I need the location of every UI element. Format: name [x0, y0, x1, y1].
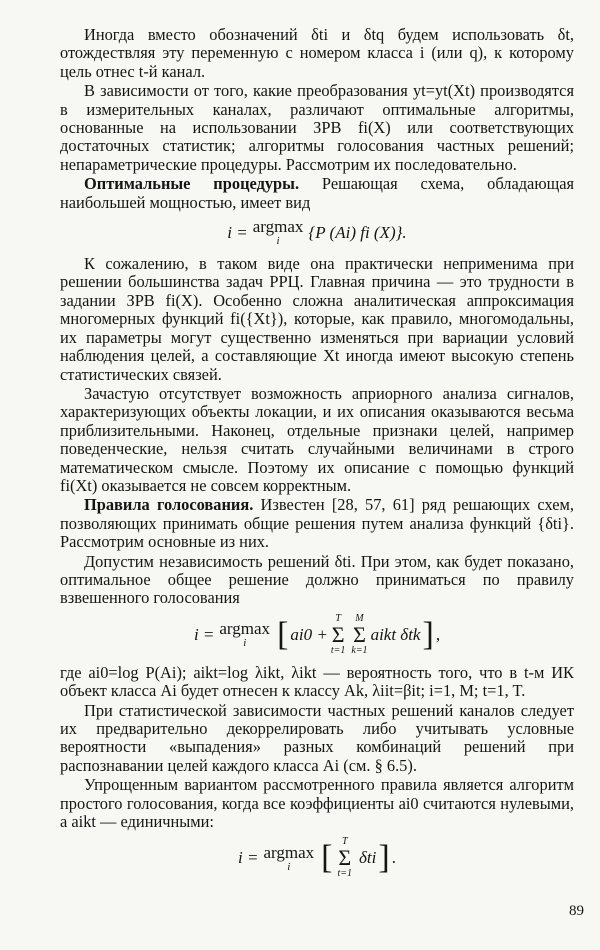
- formula-optimal: [60, 218, 574, 247]
- paragraph-7: Допустим независимость решений δti. При этом, как будет показано, оптимальное общее решение должно приниматься по правилу взвешенного голосования: [60, 551, 574, 608]
- sum-over-t: [337, 837, 352, 879]
- formula-1-lhs: i =: [227, 222, 248, 242]
- formula-1-op: argmax: [252, 217, 304, 237]
- sigma-symbol: Σ: [353, 621, 366, 647]
- formula-1-sub: i: [276, 235, 280, 248]
- sum-k-bottom: k=1: [351, 644, 368, 656]
- paragraph-1: Иногда вместо обозначений δti и δtq будем использовать δt, отождествляя эту переменную с номером класса i (или q), к которому цель отнес t-й канал.: [60, 25, 574, 81]
- page-number: 89: [569, 903, 584, 919]
- formula-3-body: δti: [359, 848, 377, 868]
- formula-2-argmax: [219, 620, 270, 649]
- left-bracket: [: [321, 839, 333, 877]
- right-bracket: ]: [422, 615, 434, 653]
- formula-3-lhs: i =: [238, 848, 259, 868]
- formula-2-lhs: i =: [193, 624, 215, 644]
- paragraph-9: При статистической зависимости частных решений каналов следует их предварительно декоррелировать либо учитывать условные вероятности «выпадения» разных комбинаций решений при распознавании целей каждого класса Ai (см. § 6.5).: [60, 700, 574, 775]
- sigma-symbol: Σ: [331, 621, 345, 647]
- formula-3-op: argmax: [263, 842, 315, 862]
- paragraph-10: Упрощенным вариантом рассмотренного правила является алгоритм простого голосования, когда все коэффициенты ai0 считаются нулевыми, а aikt — единичными:: [60, 775, 574, 832]
- paragraph-5: Зачастую отсутствует возможность априорного анализа сигналов, характеризующих объекты локации, и их описания оказываются весьма приблизительными. Наконец, отдельные признаки целей, например поведенческие, нельзя считать случайными величинами в строго математическом смысле. Поэтому их описание с помощью функций fi(Xt) оказывается не совсем корректным.: [60, 383, 574, 495]
- left-bracket: [: [277, 615, 289, 653]
- paragraph-3-text: Решающая схема, обладающая наибольшей мощностью, имеет вид: [60, 174, 575, 212]
- paragraph-2: В зависимости от того, какие преобразования yt=yt(Xt) производятся в измерительных каналах, различают оптимальные алгоритмы, основанные на использовании ЗРВ fi(X) или соответствующих достаточных статистик; алгоритмы голосования частных решений; непараметрические процедуры. Рассмотрим их последовательно.: [60, 81, 574, 174]
- right-bracket: ]: [378, 839, 390, 877]
- paragraph-4: К сожалению, в таком виде она практически неприменима при решении большинства задач РРЦ. Главная причина — это трудности в задании ЗРВ fi(X). Особенно сложна аналитическая аппроксимация многомерных функций fi({Xt}), которые, как правило, многомодальны, их параметры могут существенно изменяться при вариации условий наблюдения целей, а составляющие Xt иногда имеют высокую степень статистических связей.: [60, 254, 574, 384]
- formula-2-trail: ,: [435, 624, 441, 644]
- sum-top: T: [341, 836, 348, 848]
- paragraph-6-text: Известен [28, 57, 61] ряд решающих схем, позволяющих принимать общие решения путем анализа функций {δti}. Рассмотрим основные из них.: [60, 495, 575, 552]
- formula-1-body: {P (Ai) fi (X)}.: [308, 222, 407, 242]
- paragraph-3: [60, 175, 574, 212]
- section-heading-voting: Правила голосования.: [84, 495, 254, 515]
- formula-2-lead: ai0 +: [290, 624, 328, 644]
- formula-3-trail: .: [391, 848, 396, 868]
- sum-bottom: t=1: [337, 868, 353, 880]
- sum-k-top: M: [355, 612, 364, 624]
- sum-t-bottom: t=1: [330, 644, 346, 656]
- formula-2-body: aikt δtk: [370, 624, 421, 644]
- sum-t-top: T: [335, 612, 341, 624]
- formula-2-op: argmax: [219, 619, 271, 639]
- paragraph-8: где ai0=log P(Ai); aikt=log λikt, λikt — вероятность того, что в t-м ИК объект класса Ai будет отнесен к классу Ak, λiit=βit; i=1, M; t=1, T.: [60, 662, 574, 701]
- sigma-symbol: Σ: [338, 845, 352, 871]
- section-heading-optimal: Оптимальные процедуры.: [84, 174, 300, 194]
- formula-weighted-voting: [60, 614, 574, 656]
- formula-3-argmax: [263, 844, 314, 873]
- formula-3-sub: i: [287, 860, 291, 873]
- sum-over-t: [331, 614, 346, 656]
- paragraph-6: [60, 496, 574, 551]
- formula-2-sub: i: [243, 637, 247, 650]
- formula-simple-voting: [60, 837, 574, 879]
- sum-over-k: [351, 614, 367, 656]
- formula-1-argmax: [253, 218, 304, 247]
